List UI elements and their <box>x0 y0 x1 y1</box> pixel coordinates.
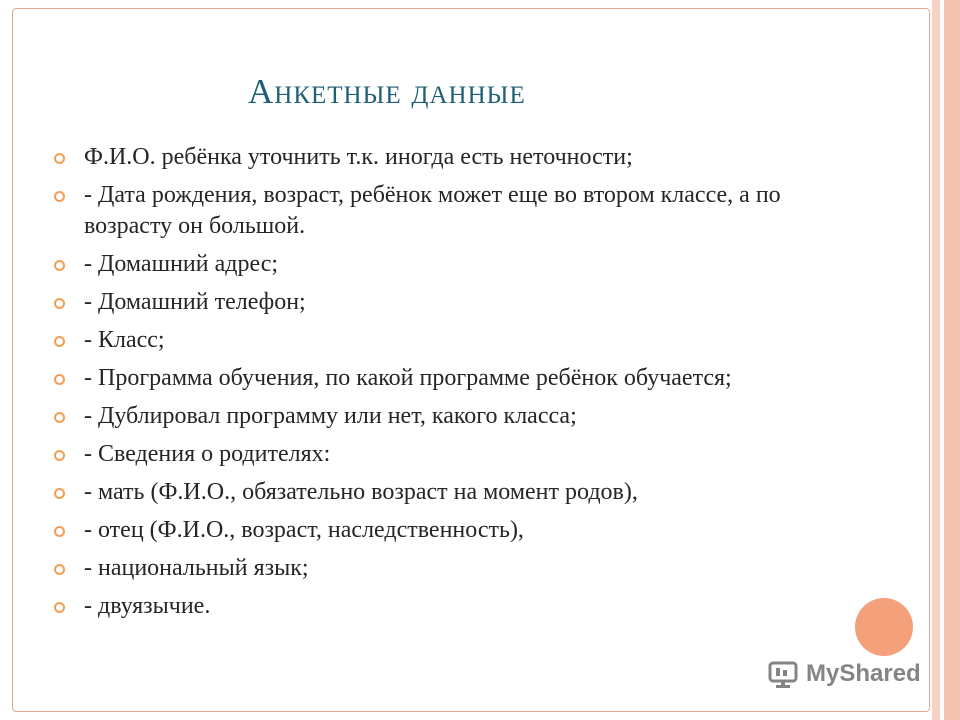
list-item-text: Ф.И.О. ребёнка уточнить т.к. иногда есть неточности; <box>84 144 633 170</box>
bullet-icon <box>54 191 65 202</box>
bullet-icon <box>54 488 65 499</box>
bullet-icon <box>54 526 65 537</box>
bullet-icon <box>54 374 65 385</box>
list-item-text: - Класс; <box>84 327 165 353</box>
list-item <box>52 401 822 432</box>
list-item <box>52 553 822 584</box>
list-item-text: - Сведения о родителях: <box>84 441 331 467</box>
list-item-text: - мать (Ф.И.О., обязательно возраст на момент родов), <box>84 479 638 505</box>
bullet-icon <box>54 260 65 271</box>
list-item-text: - национальный язык; <box>84 555 309 581</box>
bullet-list <box>52 142 822 629</box>
list-item-text: - Дата рождения, возраст, ребёнок может еще во втором классе, а по возрасту он большой. <box>84 182 781 239</box>
bullet-icon <box>54 450 65 461</box>
list-item <box>52 287 822 318</box>
list-item <box>52 439 822 470</box>
bullet-icon <box>54 336 65 347</box>
myshared-watermark[interactable] <box>768 656 921 692</box>
list-item <box>52 180 822 242</box>
side-decoration-stripes <box>932 0 960 720</box>
bullet-icon <box>54 412 65 423</box>
slide-title: Анкетные данные <box>248 72 526 111</box>
list-item <box>52 477 822 508</box>
list-item <box>52 363 822 394</box>
list-item-text: - Программа обучения, по какой программе ребёнок обучается; <box>84 365 732 391</box>
bullet-icon <box>54 564 65 575</box>
decorative-circle <box>855 598 913 656</box>
myshared-logo-icon <box>768 659 800 689</box>
list-item-text: - двуязычие. <box>84 593 211 619</box>
bullet-icon <box>54 153 65 164</box>
list-item <box>52 142 822 173</box>
list-item-text: - отец (Ф.И.О., возраст, наследственность), <box>84 517 524 543</box>
list-item <box>52 591 822 622</box>
list-item-text: - Домашний телефон; <box>84 289 306 315</box>
list-item <box>52 249 822 280</box>
bullet-icon <box>54 602 65 613</box>
watermark-text: MyShared <box>806 660 921 687</box>
list-item-text: - Дублировал программу или нет, какого класса; <box>84 403 577 429</box>
list-item-text: - Домашний адрес; <box>84 251 279 277</box>
bullet-icon <box>54 298 65 309</box>
list-item <box>52 515 822 546</box>
list-item <box>52 325 822 356</box>
